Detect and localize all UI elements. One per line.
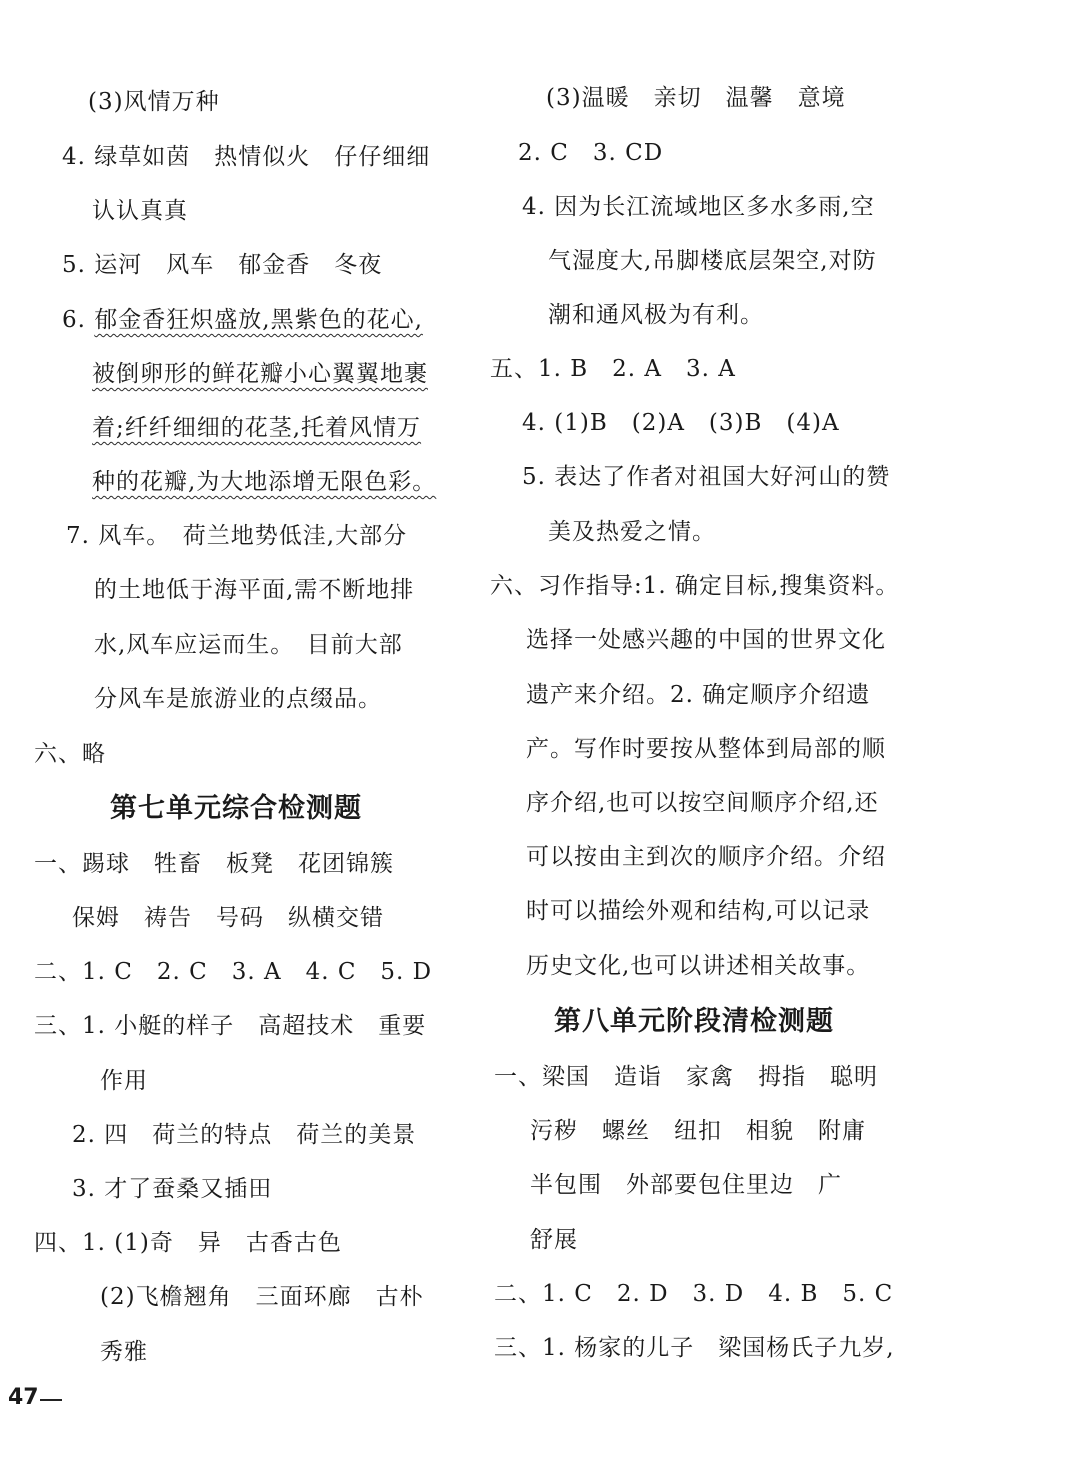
answer-line: 污秽 螺丝 纽扣 相貌 附庸 bbox=[530, 1118, 866, 1144]
answer-line: 一、梁国 造诣 家禽 拇指 聪明 bbox=[494, 1064, 878, 1090]
answer-line: 序介绍,也可以按空间顺序介绍,还 bbox=[526, 790, 879, 816]
answer-line: 潮和通风极为有利。 bbox=[548, 302, 764, 328]
answer-line: 一、踢球 牲畜 板凳 花团锦簇 bbox=[34, 851, 394, 877]
answer-line: 二、1. C 2. C 3. A 4. C 5. D bbox=[34, 959, 433, 985]
answer-line: 四、1. (1)奇 异 古香古色 bbox=[34, 1230, 342, 1256]
answer-line: 2. 四 荷兰的特点 荷兰的美景 bbox=[72, 1122, 417, 1148]
answer-line: 4. 因为长江流域地区多水多雨,空 bbox=[522, 194, 875, 220]
answer-line: 5. 表达了作者对祖国大好河山的赞 bbox=[522, 464, 891, 490]
answer-line: 半包围 外部要包住里边 广 bbox=[530, 1172, 842, 1198]
answer-line: 可以按由主到次的顺序介绍。介绍 bbox=[526, 844, 886, 870]
answer-line: (3)风情万种 bbox=[88, 89, 220, 115]
answer-line: 选择一处感兴趣的中国的世界文化 bbox=[526, 627, 886, 653]
answer-line: 7. 风车。 荷兰地势低洼,大部分 bbox=[66, 523, 408, 549]
answer-line: 舒展 bbox=[530, 1227, 578, 1253]
answer-line: 六、略 bbox=[34, 741, 106, 767]
answer-line: 三、1. 杨家的儿子 梁国杨氏子九岁, bbox=[494, 1335, 895, 1361]
answer-line: 遗产来介绍。2. 确定顺序介绍遗 bbox=[526, 682, 871, 708]
answer-line-underlined bbox=[62, 305, 423, 335]
page-number-dash bbox=[40, 1399, 62, 1401]
answer-line: 保姆 祷告 号码 纵横交错 bbox=[72, 905, 384, 931]
section-heading: 第八单元阶段清检测题 bbox=[554, 1006, 834, 1037]
answer-line: 秀雅 bbox=[100, 1339, 148, 1365]
answer-line: 六、习作指导:1. 确定目标,搜集资料。 bbox=[490, 573, 900, 599]
page-number: 47 bbox=[8, 1385, 39, 1410]
answer-line: 的土地低于海平面,需不断地排 bbox=[94, 577, 415, 603]
section-heading: 第七单元综合检测题 bbox=[110, 793, 362, 824]
answer-line: 作用 bbox=[100, 1068, 148, 1094]
answer-line: 产。写作时要按从整体到局部的顺 bbox=[526, 736, 886, 762]
answer-line: 水,风车应运而生。 目前大部 bbox=[94, 632, 403, 658]
answer-line: 4. (1)B (2)A (3)B (4)A bbox=[522, 410, 840, 436]
underlined-text: 种的花瓣,为大地添增无限色彩。 bbox=[92, 469, 437, 495]
answer-line: (2)飞檐翘角 三面环廊 古朴 bbox=[100, 1284, 424, 1310]
answer-line: 2. C 3. CD bbox=[518, 140, 664, 166]
answer-line: 美及热爱之情。 bbox=[548, 519, 716, 545]
answer-line: 三、1. 小艇的样子 高超技术 重要 bbox=[34, 1013, 427, 1039]
item-number: 6. bbox=[62, 307, 95, 333]
answer-line: 3. 才了蚕桑又插田 bbox=[72, 1176, 273, 1202]
answer-line: 4. 绿草如茵 热情似火 仔仔细细 bbox=[62, 144, 431, 170]
answer-line: 二、1. C 2. D 3. D 4. B 5. C bbox=[494, 1281, 894, 1307]
answer-line: 分风车是旅游业的点缀品。 bbox=[94, 686, 382, 712]
answer-line: 五、1. B 2. A 3. A bbox=[490, 356, 736, 382]
answer-line: (3)温暖 亲切 温馨 意境 bbox=[546, 85, 846, 111]
answer-line: 气湿度大,吊脚楼底层架空,对防 bbox=[548, 248, 877, 274]
answer-line: 5. 运河 风车 郁金香 冬夜 bbox=[62, 252, 383, 278]
underlined-text: 郁金香狂炽盛放,黑紫色的花心, bbox=[94, 307, 423, 333]
underlined-text: 着;纤纤细细的花茎,托着风情万 bbox=[92, 415, 422, 441]
answer-line: 认认真真 bbox=[92, 198, 188, 224]
answer-line: 历史文化,也可以讲述相关故事。 bbox=[526, 953, 871, 979]
answer-line: 时可以描绘外观和结构,可以记录 bbox=[526, 898, 871, 924]
underlined-text: 被倒卵形的鲜花瓣小心翼翼地裹 bbox=[92, 361, 428, 387]
